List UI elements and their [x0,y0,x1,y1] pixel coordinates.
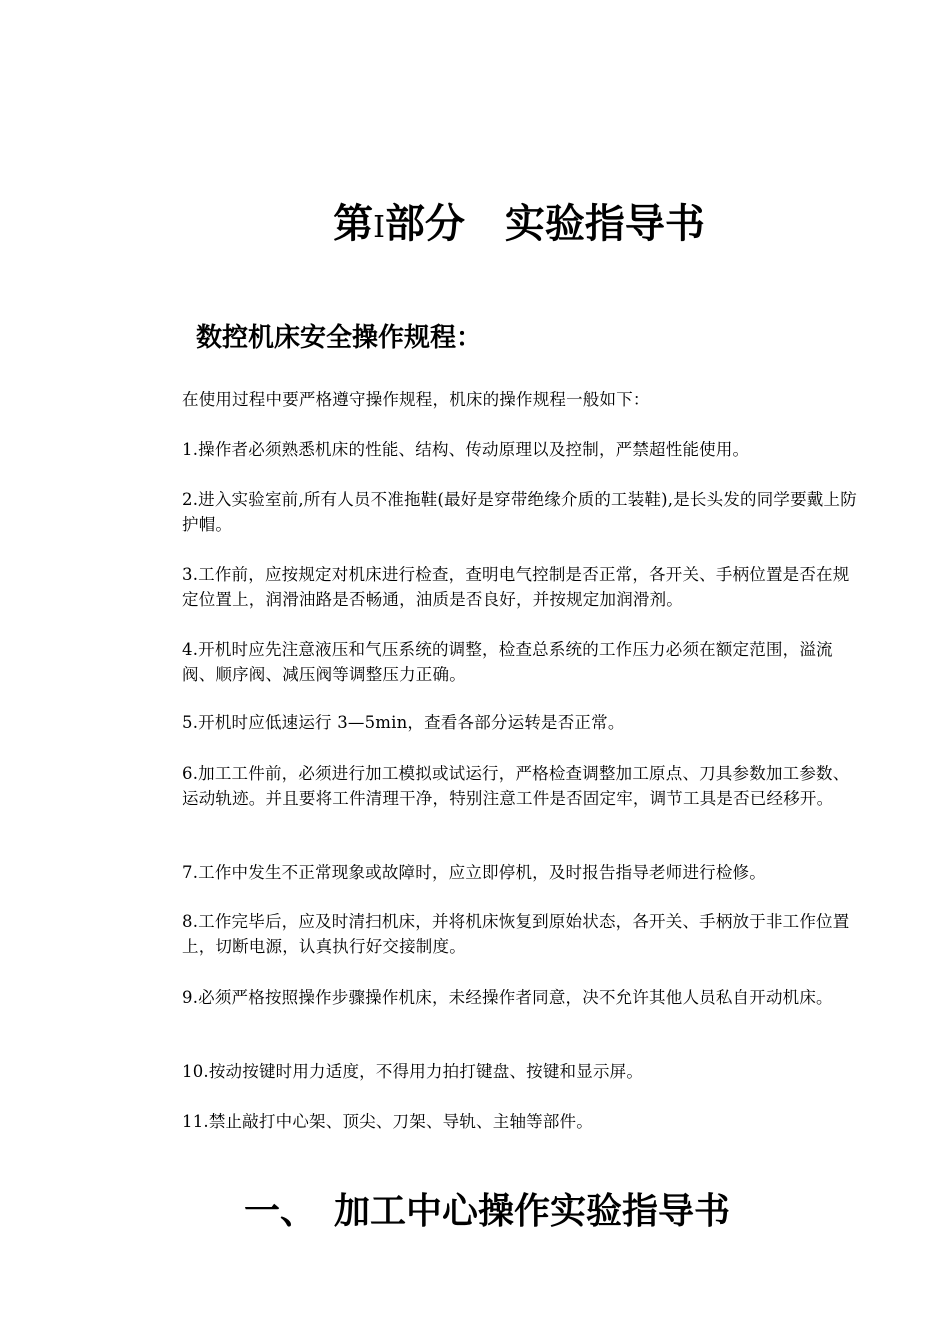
rule-item-7: 7.工作中发生不正常现象或故障时，应立即停机，及时报告指导老师进行检修。 [182,863,766,882]
chapter-title: 一、 加工中心操作实验指导书 [244,1191,731,1232]
rule-item-11: 11.禁止敲打中心架、顶尖、刀架、导轨、主轴等部件。 [182,1112,593,1131]
section-heading: 数控机床安全操作规程： [196,323,483,353]
rule-item-6: 6.加工工件前，必须进行加工模拟或试运行，严格检查调整加工原点、刀具参数加工参数、运动轨迹。并且要将工件清理干净，特别注意工件是否固定牢，调节工具是否已经移开。 [182,764,850,808]
rule-item-3: 3.工作前，应按规定对机床进行检查，查明电气控制是否正常，各开关、手柄位置是否在规定位置上，润滑油路是否畅通，油质是否良好，并按规定加润滑剂。 [182,565,850,609]
rule-item-5: 5.开机时应低速运行 3—5min，查看各部分运转是否正常。 [182,713,625,732]
rule-item-4: 4.开机时应先注意液压和气压系统的调整，检查总系统的工作压力必须在额定范围，溢流阀、顺序阀、减压阀等调整压力正确。 [182,640,833,684]
rule-item-10: 10.按动按键时用力适度，不得用力拍打键盘、按键和显示屏。 [182,1062,644,1081]
rule-item-1: 1.操作者必须熟悉机床的性能、结构、传动原理以及控制，严禁超性能使用。 [182,440,750,459]
part-title-roman-numeral: Ⅰ [373,210,385,245]
part-title [0,196,950,256]
part-title-suffix: 部分 实验指导书 [384,201,705,247]
part-title-prefix: 第 [333,201,374,247]
rule-item-8: 8.工作完毕后，应及时清扫机床，并将机床恢复到原始状态，各开关、手柄放于非工作位置上，切断电源，认真执行好交接制度。 [182,912,850,956]
intro-paragraph: 在使用过程中要严格遵守操作规程，机床的操作规程一般如下： [182,390,650,409]
rule-item-2: 2.进入实验室前,所有人员不准拖鞋(最好是穿带绝缘介质的工装鞋),是长头发的同学要戴上防护帽。 [182,490,857,534]
rule-item-9: 9.必须严格按照操作步骤操作机床，未经操作者同意，决不允许其他人员私自开动机床。 [182,988,833,1007]
